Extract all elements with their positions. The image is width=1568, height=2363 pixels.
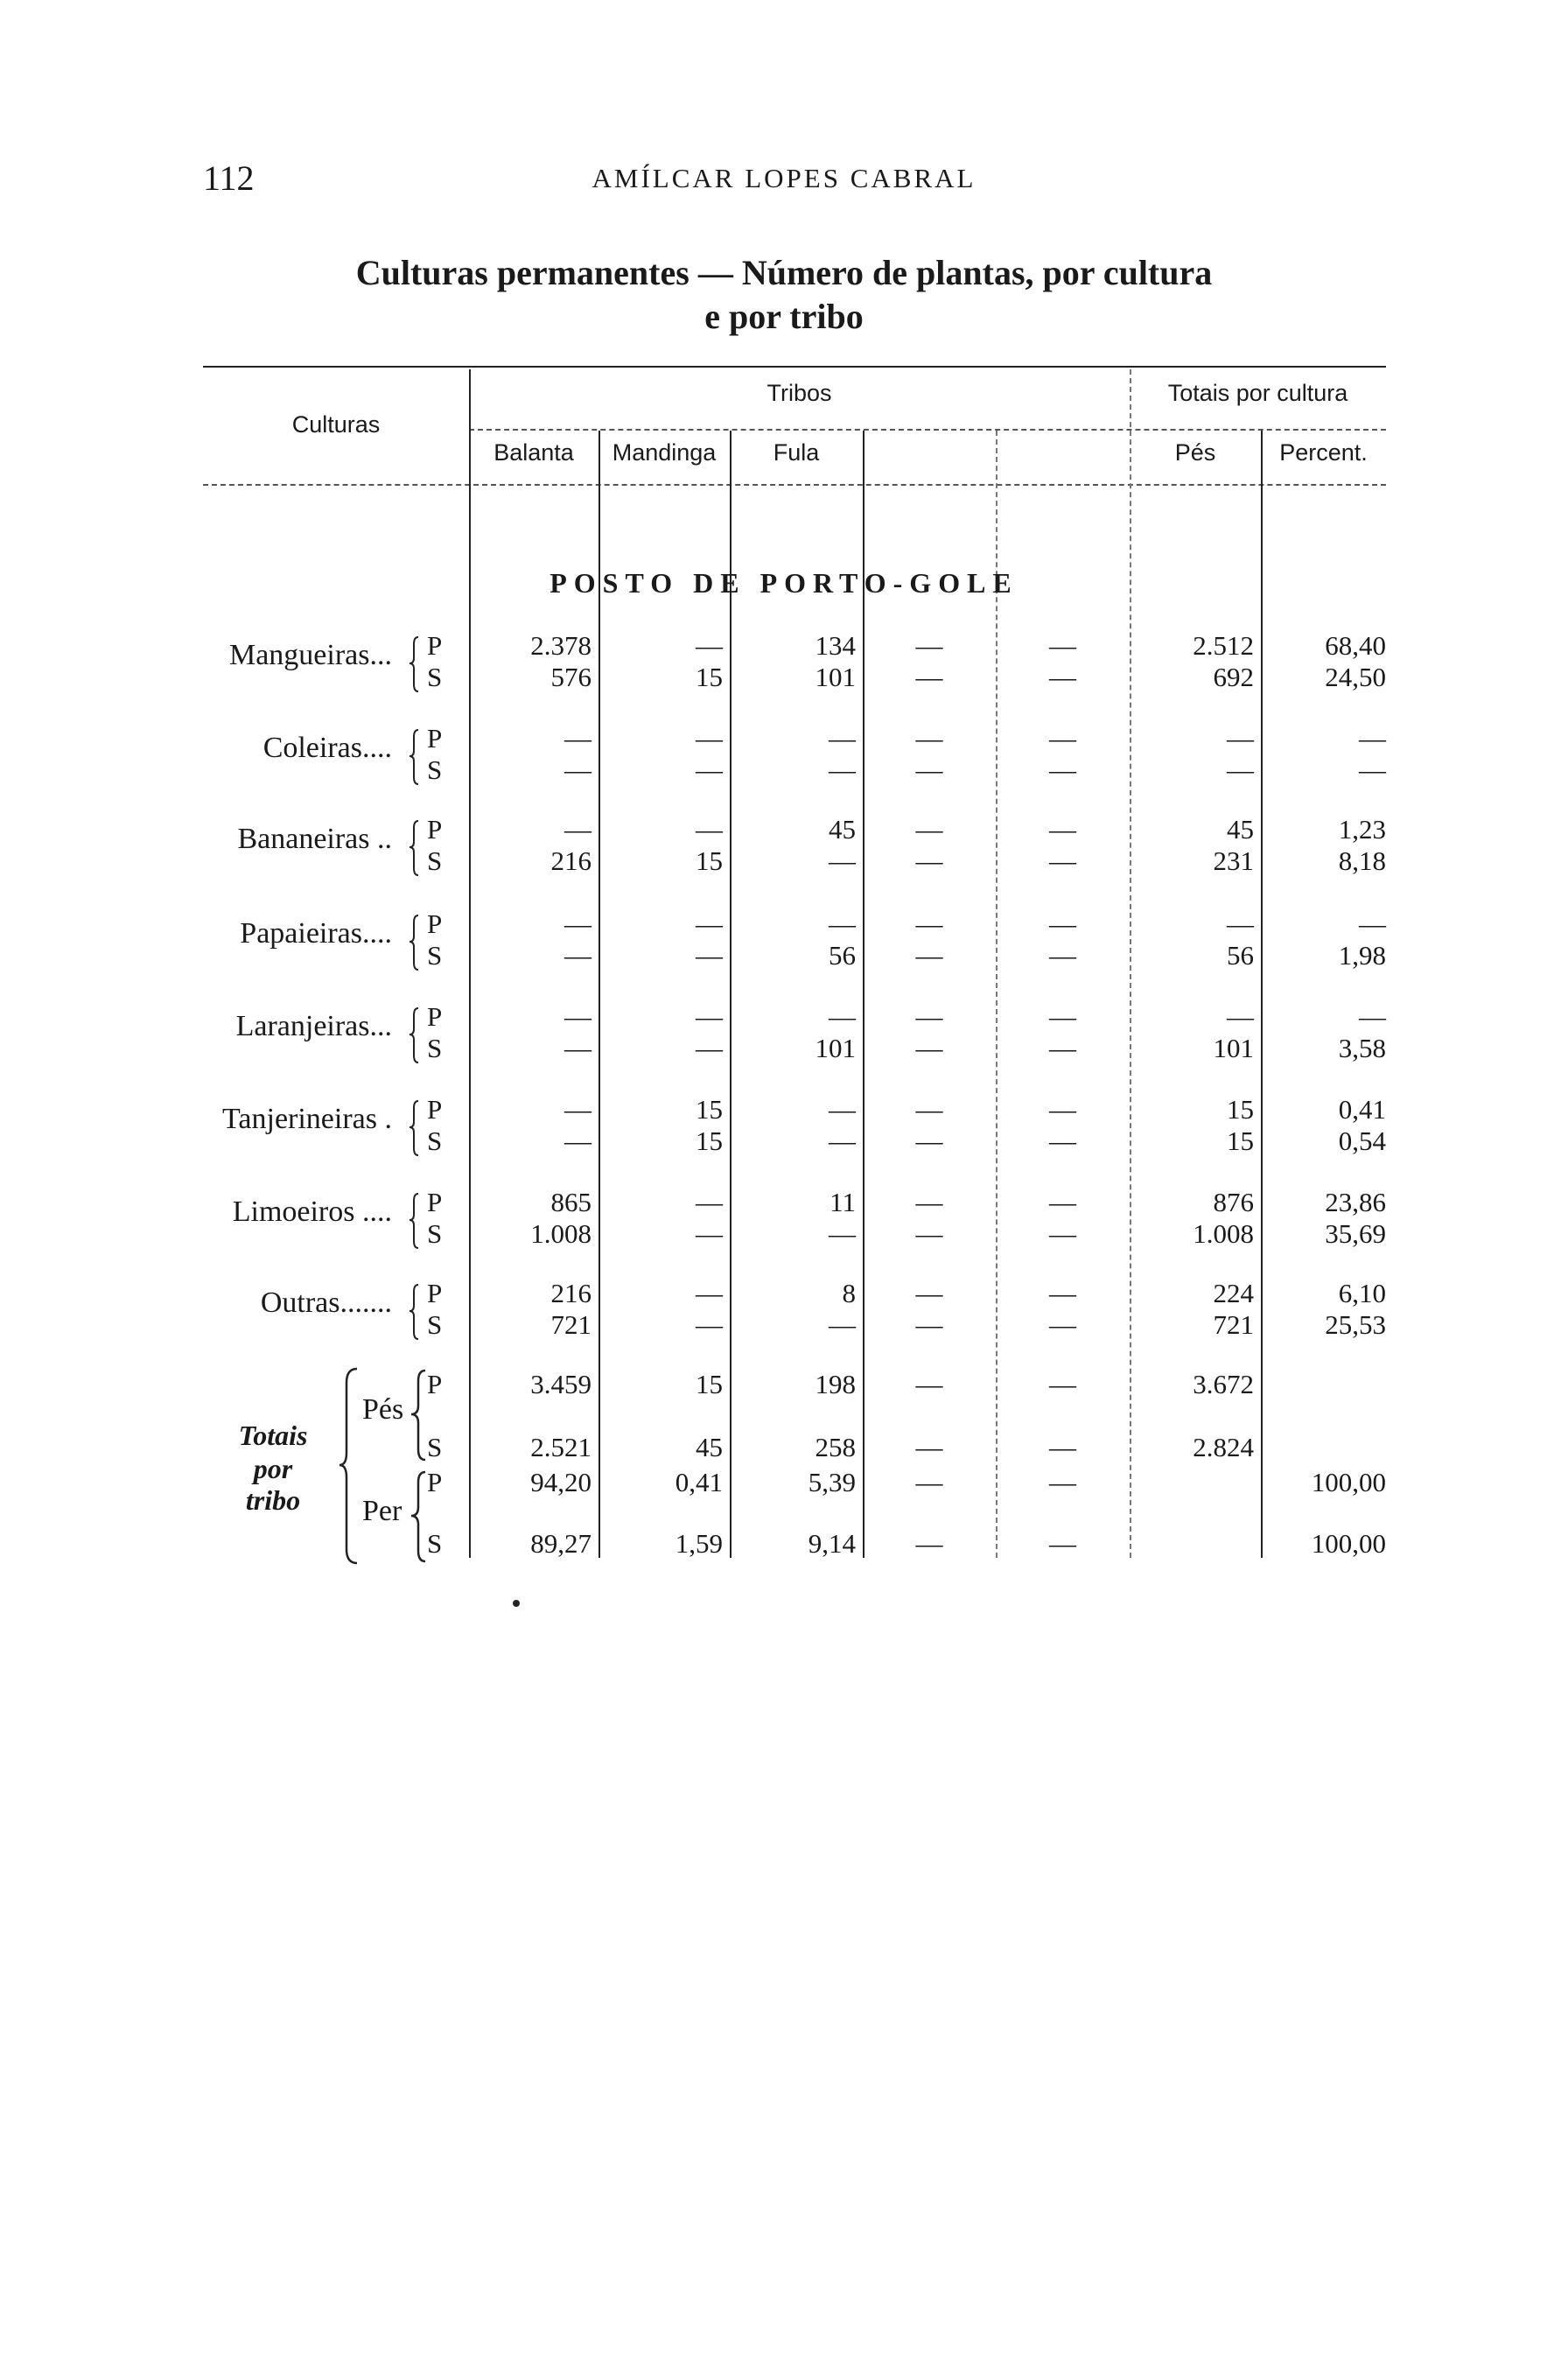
cell-percent-s: — (1359, 754, 1386, 785)
row-label-p: P (427, 814, 443, 845)
cell-c5-p: — (1049, 1001, 1076, 1032)
cell-fula-s: — (829, 845, 856, 876)
cell-percent-p: 6,10 (1338, 1278, 1386, 1308)
culture-name: Coleiras.... (262, 732, 392, 764)
cell-pes-p: 224 (1213, 1278, 1254, 1308)
totals-pes_p-pes: 3.672 (1193, 1369, 1254, 1399)
cell-mandinga-s: — (696, 1218, 723, 1249)
section-title: POSTO DE PORTO-GOLE (550, 567, 1018, 599)
cell-pes-s: — (1227, 754, 1254, 785)
cell-mandinga-p: — (696, 1187, 723, 1217)
totals-per_s-mandinga: 1,59 (675, 1528, 723, 1559)
totals-per_p-mandinga: 0,41 (675, 1467, 723, 1497)
cell-percent-p: 23,86 (1325, 1187, 1386, 1217)
cell-c4-p: — (915, 1094, 943, 1125)
running-head: AMÍLCAR LOPES CABRAL (592, 163, 976, 193)
row-brace (408, 726, 422, 788)
row-label-p: P (427, 908, 443, 939)
cell-c4-p: — (915, 1001, 943, 1032)
totals-label-line2: por (253, 1453, 293, 1484)
totals-pes_p-c4: — (915, 1369, 943, 1399)
cell-c5-p: — (1049, 723, 1076, 754)
totals-per_p-balanta: 94,20 (530, 1467, 592, 1497)
cell-mandinga-s: 15 (696, 662, 723, 692)
header-culturas: Culturas (291, 411, 381, 438)
cell-balanta-p: 865 (550, 1187, 592, 1217)
cell-c5-s: — (1049, 754, 1076, 785)
cell-pes-p: — (1227, 1001, 1254, 1032)
cell-fula-s: — (829, 1218, 856, 1249)
row-label-s: S (427, 1125, 443, 1156)
row-brace (408, 1097, 422, 1159)
cell-c5-s: — (1049, 1125, 1076, 1156)
culture-name: Outras....... (260, 1287, 392, 1319)
cell-pes-p: — (1227, 908, 1254, 939)
cell-percent-p: 1,23 (1338, 814, 1386, 845)
row-label-s: S (427, 940, 443, 971)
cell-percent-s: 25,53 (1325, 1309, 1386, 1340)
row-label-s: S (427, 1218, 443, 1249)
cell-c5-s: — (1049, 1033, 1076, 1063)
cell-mandinga-p: 15 (696, 1094, 723, 1125)
header-top-rule (203, 366, 1386, 368)
cell-pes-p: 45 (1227, 814, 1254, 845)
cell-balanta-s: 1.008 (530, 1218, 592, 1249)
totals-pes_s-pes: 2.824 (1193, 1432, 1254, 1462)
cell-mandinga-p: — (696, 1278, 723, 1308)
culture-name: Bananeiras .. (237, 823, 392, 855)
cell-mandinga-s: 15 (696, 1125, 723, 1156)
totals-row-label: P (427, 1369, 443, 1399)
cell-c5-p: — (1049, 1187, 1076, 1217)
table-title-continued: e por tribo (704, 297, 864, 336)
totals-per_p-fula: 5,39 (808, 1467, 856, 1497)
cell-c5-s: — (1049, 1218, 1076, 1249)
cell-fula-p: — (829, 723, 856, 754)
cell-pes-p: 876 (1213, 1187, 1254, 1217)
totals-per_p-percent: 100,00 (1311, 1467, 1386, 1497)
cell-c4-p: — (915, 1278, 943, 1308)
cell-c4-s: — (915, 940, 943, 971)
cell-fula-s: — (829, 754, 856, 785)
cell-c5-p: — (1049, 630, 1076, 661)
cell-balanta-s: — (564, 1033, 592, 1063)
cell-mandinga-p: — (696, 723, 723, 754)
cell-balanta-s: — (564, 940, 592, 971)
cell-balanta-s: — (564, 1125, 592, 1156)
header-bottom-rule (203, 484, 1386, 486)
cell-pes-s: 721 (1213, 1309, 1254, 1340)
cell-c4-s: — (915, 1125, 943, 1156)
row-label-p: P (427, 1278, 443, 1308)
cell-c4-p: — (915, 630, 943, 661)
row-label-s: S (427, 662, 443, 692)
cell-c4-p: — (915, 908, 943, 939)
culture-name: Laranjeiras... (235, 1010, 392, 1042)
cell-c4-s: — (915, 1309, 943, 1340)
totals-per_s-balanta: 89,27 (530, 1528, 592, 1559)
header-totais-por-cultura: Totais por cultura (1167, 380, 1348, 406)
table-title: Culturas permanentes — Número de plantas, por cultura (355, 253, 1213, 292)
totals-row-label: S (427, 1432, 443, 1462)
totals-row-label: P (427, 1467, 443, 1497)
totals-pes_s-balanta: 2.521 (530, 1432, 592, 1462)
totals-per_s-fula: 9,14 (808, 1528, 856, 1559)
cell-fula-p: 45 (829, 814, 856, 845)
cell-c4-s: — (915, 662, 943, 692)
culture-name: Mangueiras... (228, 639, 392, 671)
cell-c4-s: — (915, 754, 943, 785)
cell-fula-p: — (829, 908, 856, 939)
cell-c5-s: — (1049, 662, 1076, 692)
cell-c5-p: — (1049, 1094, 1076, 1125)
cell-c5-p: — (1049, 908, 1076, 939)
cell-balanta-s: — (564, 754, 592, 785)
cell-balanta-s: 721 (550, 1309, 592, 1340)
cell-fula-s: 101 (815, 662, 856, 692)
cell-percent-s: 3,58 (1338, 1033, 1386, 1063)
totals-pes_s-mandinga: 45 (696, 1432, 723, 1462)
cell-c4-p: — (915, 723, 943, 754)
cell-mandinga-p: — (696, 1001, 723, 1032)
cell-balanta-s: 216 (550, 845, 592, 876)
header-tribos: Tribos (766, 380, 832, 406)
cell-fula-p: 134 (815, 630, 856, 661)
cell-percent-s: 35,69 (1325, 1218, 1386, 1249)
header-pes: Pés (1174, 439, 1216, 466)
cell-mandinga-p: — (696, 908, 723, 939)
row-label-p: P (427, 1001, 443, 1032)
cell-percent-s: 1,98 (1338, 940, 1386, 971)
cell-balanta-p: — (564, 814, 592, 845)
row-label-s: S (427, 1033, 443, 1063)
cell-c4-s: — (915, 1033, 943, 1063)
header-percent: Percent. (1279, 439, 1368, 466)
cell-c5-s: — (1049, 845, 1076, 876)
totals-per_p-c5: — (1049, 1467, 1076, 1497)
row-label-s: S (427, 845, 443, 876)
cell-pes-s: 56 (1227, 940, 1254, 971)
cell-fula-s: 56 (829, 940, 856, 971)
cell-mandinga-s: 15 (696, 845, 723, 876)
totals-pes_s-fula: 258 (815, 1432, 856, 1462)
cell-c5-p: — (1049, 814, 1076, 845)
totals-label-line3: tribo (245, 1484, 301, 1516)
cell-percent-s: 0,54 (1338, 1125, 1386, 1156)
cell-fula-p: — (829, 1094, 856, 1125)
row-brace (408, 1281, 422, 1343)
totals-pes-label: Pés (362, 1393, 404, 1426)
cell-c4-p: — (915, 814, 943, 845)
cell-mandinga-s: — (696, 1309, 723, 1340)
row-brace (408, 634, 422, 695)
totals-per_s-percent: 100,00 (1311, 1528, 1386, 1559)
cell-fula-p: 8 (842, 1278, 856, 1308)
cell-percent-p: — (1359, 1001, 1386, 1032)
cell-percent-p: — (1359, 723, 1386, 754)
cell-pes-s: 101 (1213, 1033, 1254, 1063)
cell-pes-s: 15 (1227, 1125, 1254, 1156)
row-label-s: S (427, 1309, 443, 1340)
cell-pes-s: 692 (1213, 662, 1254, 692)
cell-balanta-p: 2.378 (530, 630, 592, 661)
totals-per-brace (408, 1469, 429, 1565)
totals-pes_s-c5: — (1049, 1432, 1076, 1462)
totals-per_s-c5: — (1049, 1528, 1076, 1559)
cell-c5-s: — (1049, 1309, 1076, 1340)
cell-mandinga-p: — (696, 630, 723, 661)
cell-balanta-p: — (564, 1094, 592, 1125)
cell-pes-p: 2.512 (1193, 630, 1254, 661)
totals-pes_s-c4: — (915, 1432, 943, 1462)
culture-name: Tanjerineiras . (222, 1103, 392, 1135)
stray-dot (513, 1600, 520, 1607)
cell-balanta-p: 216 (550, 1278, 592, 1308)
cell-percent-s: 8,18 (1338, 845, 1386, 876)
culture-name: Papaieiras.... (240, 917, 392, 950)
cell-mandinga-p: — (696, 814, 723, 845)
row-label-p: P (427, 723, 443, 754)
totals-label-line1: Totais (238, 1420, 308, 1451)
cell-mandinga-s: — (696, 940, 723, 971)
row-brace (408, 1005, 422, 1066)
cell-c4-s: — (915, 845, 943, 876)
cell-percent-p: 0,41 (1338, 1094, 1386, 1125)
row-brace (408, 912, 422, 973)
row-label-s: S (427, 754, 443, 785)
totals-per_s-c4: — (915, 1528, 943, 1559)
row-label-p: P (427, 1187, 443, 1217)
totals-pes_p-fula: 198 (815, 1369, 856, 1399)
row-brace (408, 1190, 422, 1252)
header-balanta: Balanta (494, 439, 574, 466)
cell-c5-p: — (1049, 1278, 1076, 1308)
totals-pes-brace (408, 1367, 429, 1463)
cell-fula-s: — (829, 1309, 856, 1340)
row-brace (408, 817, 422, 879)
row-label-p: P (427, 1094, 443, 1125)
cell-mandinga-s: — (696, 754, 723, 785)
row-label-p: P (427, 630, 443, 661)
cell-balanta-p: — (564, 908, 592, 939)
cell-c4-s: — (915, 1218, 943, 1249)
culture-name: Limoeiros .... (232, 1196, 392, 1228)
cell-fula-p: 11 (830, 1187, 856, 1217)
column-rule-pes (1261, 431, 1263, 1558)
cell-percent-s: 24,50 (1325, 662, 1386, 692)
cell-pes-s: 231 (1213, 845, 1254, 876)
cell-c5-s: — (1049, 940, 1076, 971)
header-mid-rule (469, 429, 1386, 431)
header-fula: Fula (773, 439, 820, 466)
page-number: 112 (203, 158, 255, 198)
totals-pes_p-mandinga: 15 (696, 1369, 723, 1399)
cell-pes-s: 1.008 (1193, 1218, 1254, 1249)
totals-per_p-c4: — (915, 1467, 943, 1497)
cell-percent-p: — (1359, 908, 1386, 939)
cell-pes-p: — (1227, 723, 1254, 754)
cell-pes-p: 15 (1227, 1094, 1254, 1125)
cell-balanta-p: — (564, 723, 592, 754)
cell-balanta-s: 576 (550, 662, 592, 692)
cell-mandinga-s: — (696, 1033, 723, 1063)
cell-percent-p: 68,40 (1325, 630, 1386, 661)
cell-fula-s: — (829, 1125, 856, 1156)
cell-fula-p: — (829, 1001, 856, 1032)
cell-balanta-p: — (564, 1001, 592, 1032)
totals-row-label: S (427, 1528, 443, 1559)
cell-fula-s: 101 (815, 1033, 856, 1063)
totals-pes_p-balanta: 3.459 (530, 1369, 592, 1399)
totals-per-label: Per (362, 1495, 402, 1527)
totals-outer-brace (338, 1365, 364, 1567)
totals-pes_p-c5: — (1049, 1369, 1076, 1399)
header-mandinga: Mandinga (612, 439, 717, 466)
cell-c4-p: — (915, 1187, 943, 1217)
